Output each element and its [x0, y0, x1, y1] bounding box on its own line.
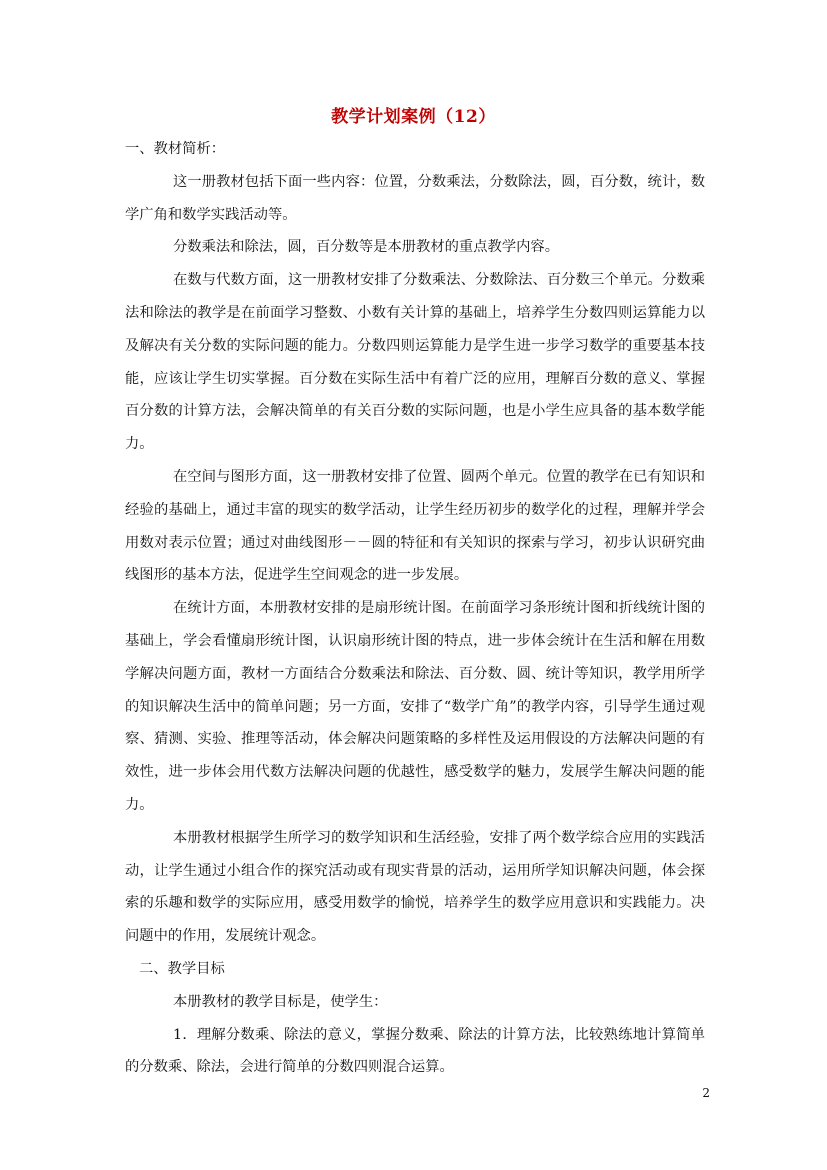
page-number: 2 [702, 1086, 710, 1100]
section-heading: 一、教材简析： [125, 141, 226, 157]
section-heading: 二、教学目标 [139, 960, 225, 977]
paragraph: 这一册教材包括下面一些内容：位置，分数乘法，分数除法，圆，百分数，统计，数学广角和数学实践活动等。 [125, 173, 705, 223]
document-body [125, 133, 705, 1084]
paragraph: 本册教材根据学生所学习的数学知识和生活经验，安排了两个数学综合应用的实践活动，让学生通过小组合作的探究活动或有现实背景的活动，运用所学知识解决问题，体会探索的乐趣和数学的实际应用，感受用数学的愉悦，培养学生的数学应用意识和实践能力。决问题中的作用，发展统计观念。 [125, 829, 705, 945]
page-title: 教学计划案例（12） [331, 107, 496, 127]
paragraph: 在数与代数方面，这一册教材安排了分数乘法、分数除法、百分数三个单元。分数乘法和除法的教学是在前面学习整数、小数有关计算的基础上，培养学生分数四则运算能力以及解决有关分数的实际问题的能力。分数四则运算能力是学生进一步学习数学的重要基本技能，应该让学生切实掌握。百分数在实际生活中有着广泛的应用，理解百分数的意义、掌握百分数的计算方法，会解决简单的有关百分数的实际问题，也是小学生应具备的基本数学能力。 [125, 272, 705, 453]
paragraph: 在统计方面，本册教材安排的是扇形统计图。在前面学习条形统计图和折线统计图的基础上，学会看懂扇形统计图，认识扇形统计图的特点，进一步体会统计在生活和解在用数学解决问题方面，教材一方面结合分数乘法和除法、百分数、圆、统计等知识，教学用所学的知识解决生活中的简单问题；另一方面，安排了“数学广角”的教学内容，引导学生通过观察、猜测、实验、推理等活动，体会解决问题策略的多样性及运用假设的方法解决问题的有效性，进一步体会用代数方法解决问题的优越性，感受数学的魅力，发展学生解决问题的能力。 [125, 600, 705, 813]
paragraph: 1．理解分数乘、除法的意义，掌握分数乘、除法的计算方法，比较熟练地计算简单的分数乘、除法，会进行简单的分数四则混合运算。 [125, 1026, 705, 1076]
paragraph: 在空间与图形方面，这一册教材安排了位置、圆两个单元。位置的教学在已有知识和经验的基础上，通过丰富的现实的数学活动，让学生经历初步的数学化的过程，理解并学会用数对表示位置；通过对曲线图形－－圆的特征和有关知识的探索与学习，初步认识研究曲线图形的基本方法，促进学生空间观念的进一步发展。 [125, 468, 705, 584]
paragraph: 本册教材的教学目标是，使学生： [173, 993, 388, 1010]
paragraph: 分数乘法和除法，圆，百分数等是本册教材的重点教学内容。 [173, 239, 560, 256]
